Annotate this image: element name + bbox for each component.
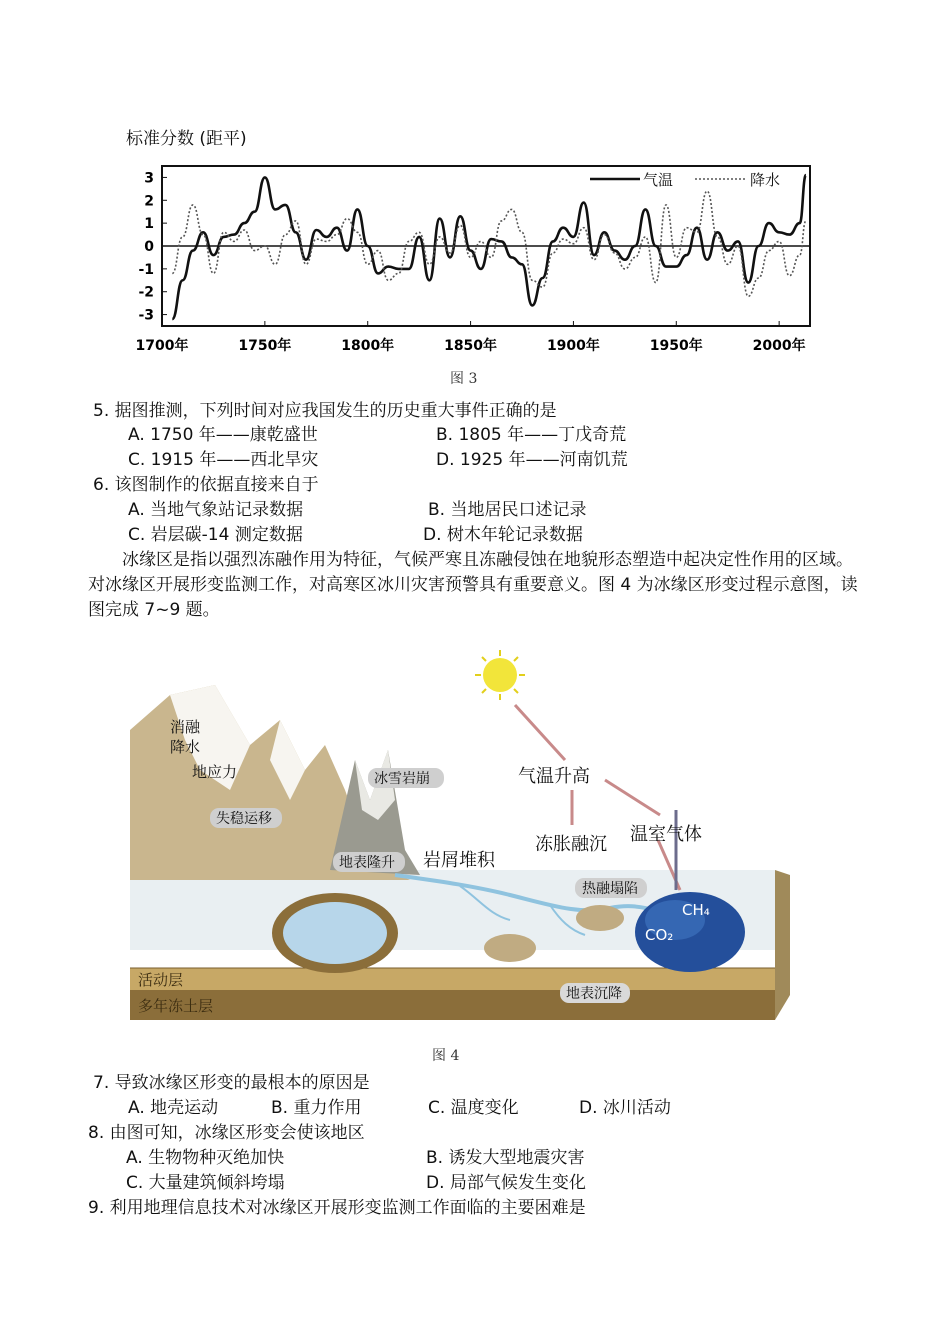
q6-option-b[interactable]: B. 当地居民口述记录 [428,500,587,520]
label-co2: CO₂ [645,926,674,944]
q5-option-b[interactable]: B. 1805 年——丁戊奇荒 [436,425,627,445]
y-tick-label: 2 [144,193,154,210]
label-melt: 消融 [170,718,201,736]
q9-stem: 9. 利用地理信息技术对冰缘区开展形变监测工作面临的主要困难是 [88,1198,586,1218]
q8-option-d[interactable]: D. 局部气候发生变化 [426,1173,586,1193]
x-tick-label: 1800年 [341,338,395,354]
q8-option-c[interactable]: C. 大量建筑倾斜垮塌 [126,1173,285,1193]
permafrost-band [130,990,775,1020]
label-frost: 冻胀融沉 [535,834,607,855]
q6-option-d[interactable]: D. 树木年轮记录数据 [423,525,583,545]
label-active-layer: 活动层 [138,971,184,989]
q6-option-a[interactable]: A. 当地气象站记录数据 [128,500,304,520]
q8-option-b[interactable]: B. 诱发大型地震灾害 [426,1148,585,1168]
y-tick-label: -3 [138,307,154,324]
thermokarst-pond [484,934,536,962]
label-subsidence: 地表沉降 [566,986,622,1002]
y-tick-label: 3 [144,170,154,187]
q5-option-d[interactable]: D. 1925 年——河南饥荒 [436,450,628,470]
q7-option-d[interactable]: D. 冰川活动 [579,1098,671,1118]
figure-3-chart [120,158,820,358]
intro-paragraph: 冰缘区是指以强烈冻融作用为特征，气候严寒且冻融侵蚀在地貌形态塑造中起决定性作用的区域。对冰缘区开展形变监测工作，对高寒区冰川灾害预警具有重要意义。图 4 为冰缘区形变过程示意图，读图完成 7~9 题。 [88,550,858,620]
q5-option-a[interactable]: A. 1750 年——康乾盛世 [128,425,318,445]
label-permafrost: 多年冻土层 [138,997,214,1015]
label-thermokarst: 热融塌陷 [582,881,638,897]
right-side-face [775,870,790,1020]
q6-option-c[interactable]: C. 岩层碳-14 测定数据 [128,525,303,545]
process-arrows [515,705,680,890]
active-layer-band [130,968,775,990]
q5-option-c[interactable]: C. 1915 年——西北旱灾 [128,450,319,470]
x-tick-label: 1900年 [546,338,600,354]
y-tick-label: 0 [144,239,154,255]
label-unstable: 失稳运移 [216,811,272,827]
label-precip: 降水 [170,738,201,756]
chart-ylabel: 标准分数 (距平) [126,129,247,149]
x-tick-label: 2000年 [752,338,806,354]
y-tick-label: -1 [138,261,154,278]
legend-temperature: 气温 [643,171,674,189]
q6-stem: 6. 该图制作的依据直接来自于 [93,475,319,495]
x-tick-label: 1850年 [444,338,498,354]
q8-stem: 8. 由图可知，冰缘区形变会使该地区 [88,1123,365,1143]
label-avalanche: 冰雪岩崩 [374,771,430,787]
label-stress: 地应力 [192,763,238,781]
q8-option-a[interactable]: A. 生物物种灭绝加快 [126,1148,285,1168]
figure-3-caption: 图 3 [450,371,478,387]
x-tick-label: 1700年 [135,338,189,354]
figure-4-diagram [130,650,810,1025]
label-warming: 气温升高 [518,766,590,787]
q7-option-b[interactable]: B. 重力作用 [271,1098,362,1118]
label-debris: 岩屑堆积 [423,850,495,871]
q7-stem: 7. 导致冰缘区形变的最根本的原因是 [93,1073,370,1093]
y-tick-label: -2 [138,284,154,301]
label-uplift: 地表隆升 [339,855,395,871]
y-tick-label: 1 [144,216,154,233]
x-tick-label: 1950年 [649,338,703,354]
q5-stem: 5. 据图推测，下列时间对应我国发生的历史重大事件正确的是 [93,401,557,421]
label-greenhouse: 温室气体 [630,824,702,845]
q7-option-c[interactable]: C. 温度变化 [428,1098,519,1118]
q7-option-a[interactable]: A. 地壳运动 [128,1098,219,1118]
x-tick-label: 1750年 [238,338,292,354]
sun-icon [475,650,525,700]
label-ch4: CH₄ [682,901,710,919]
figure-4-caption: 图 4 [432,1048,460,1064]
legend-precipitation: 降水 [750,171,781,189]
